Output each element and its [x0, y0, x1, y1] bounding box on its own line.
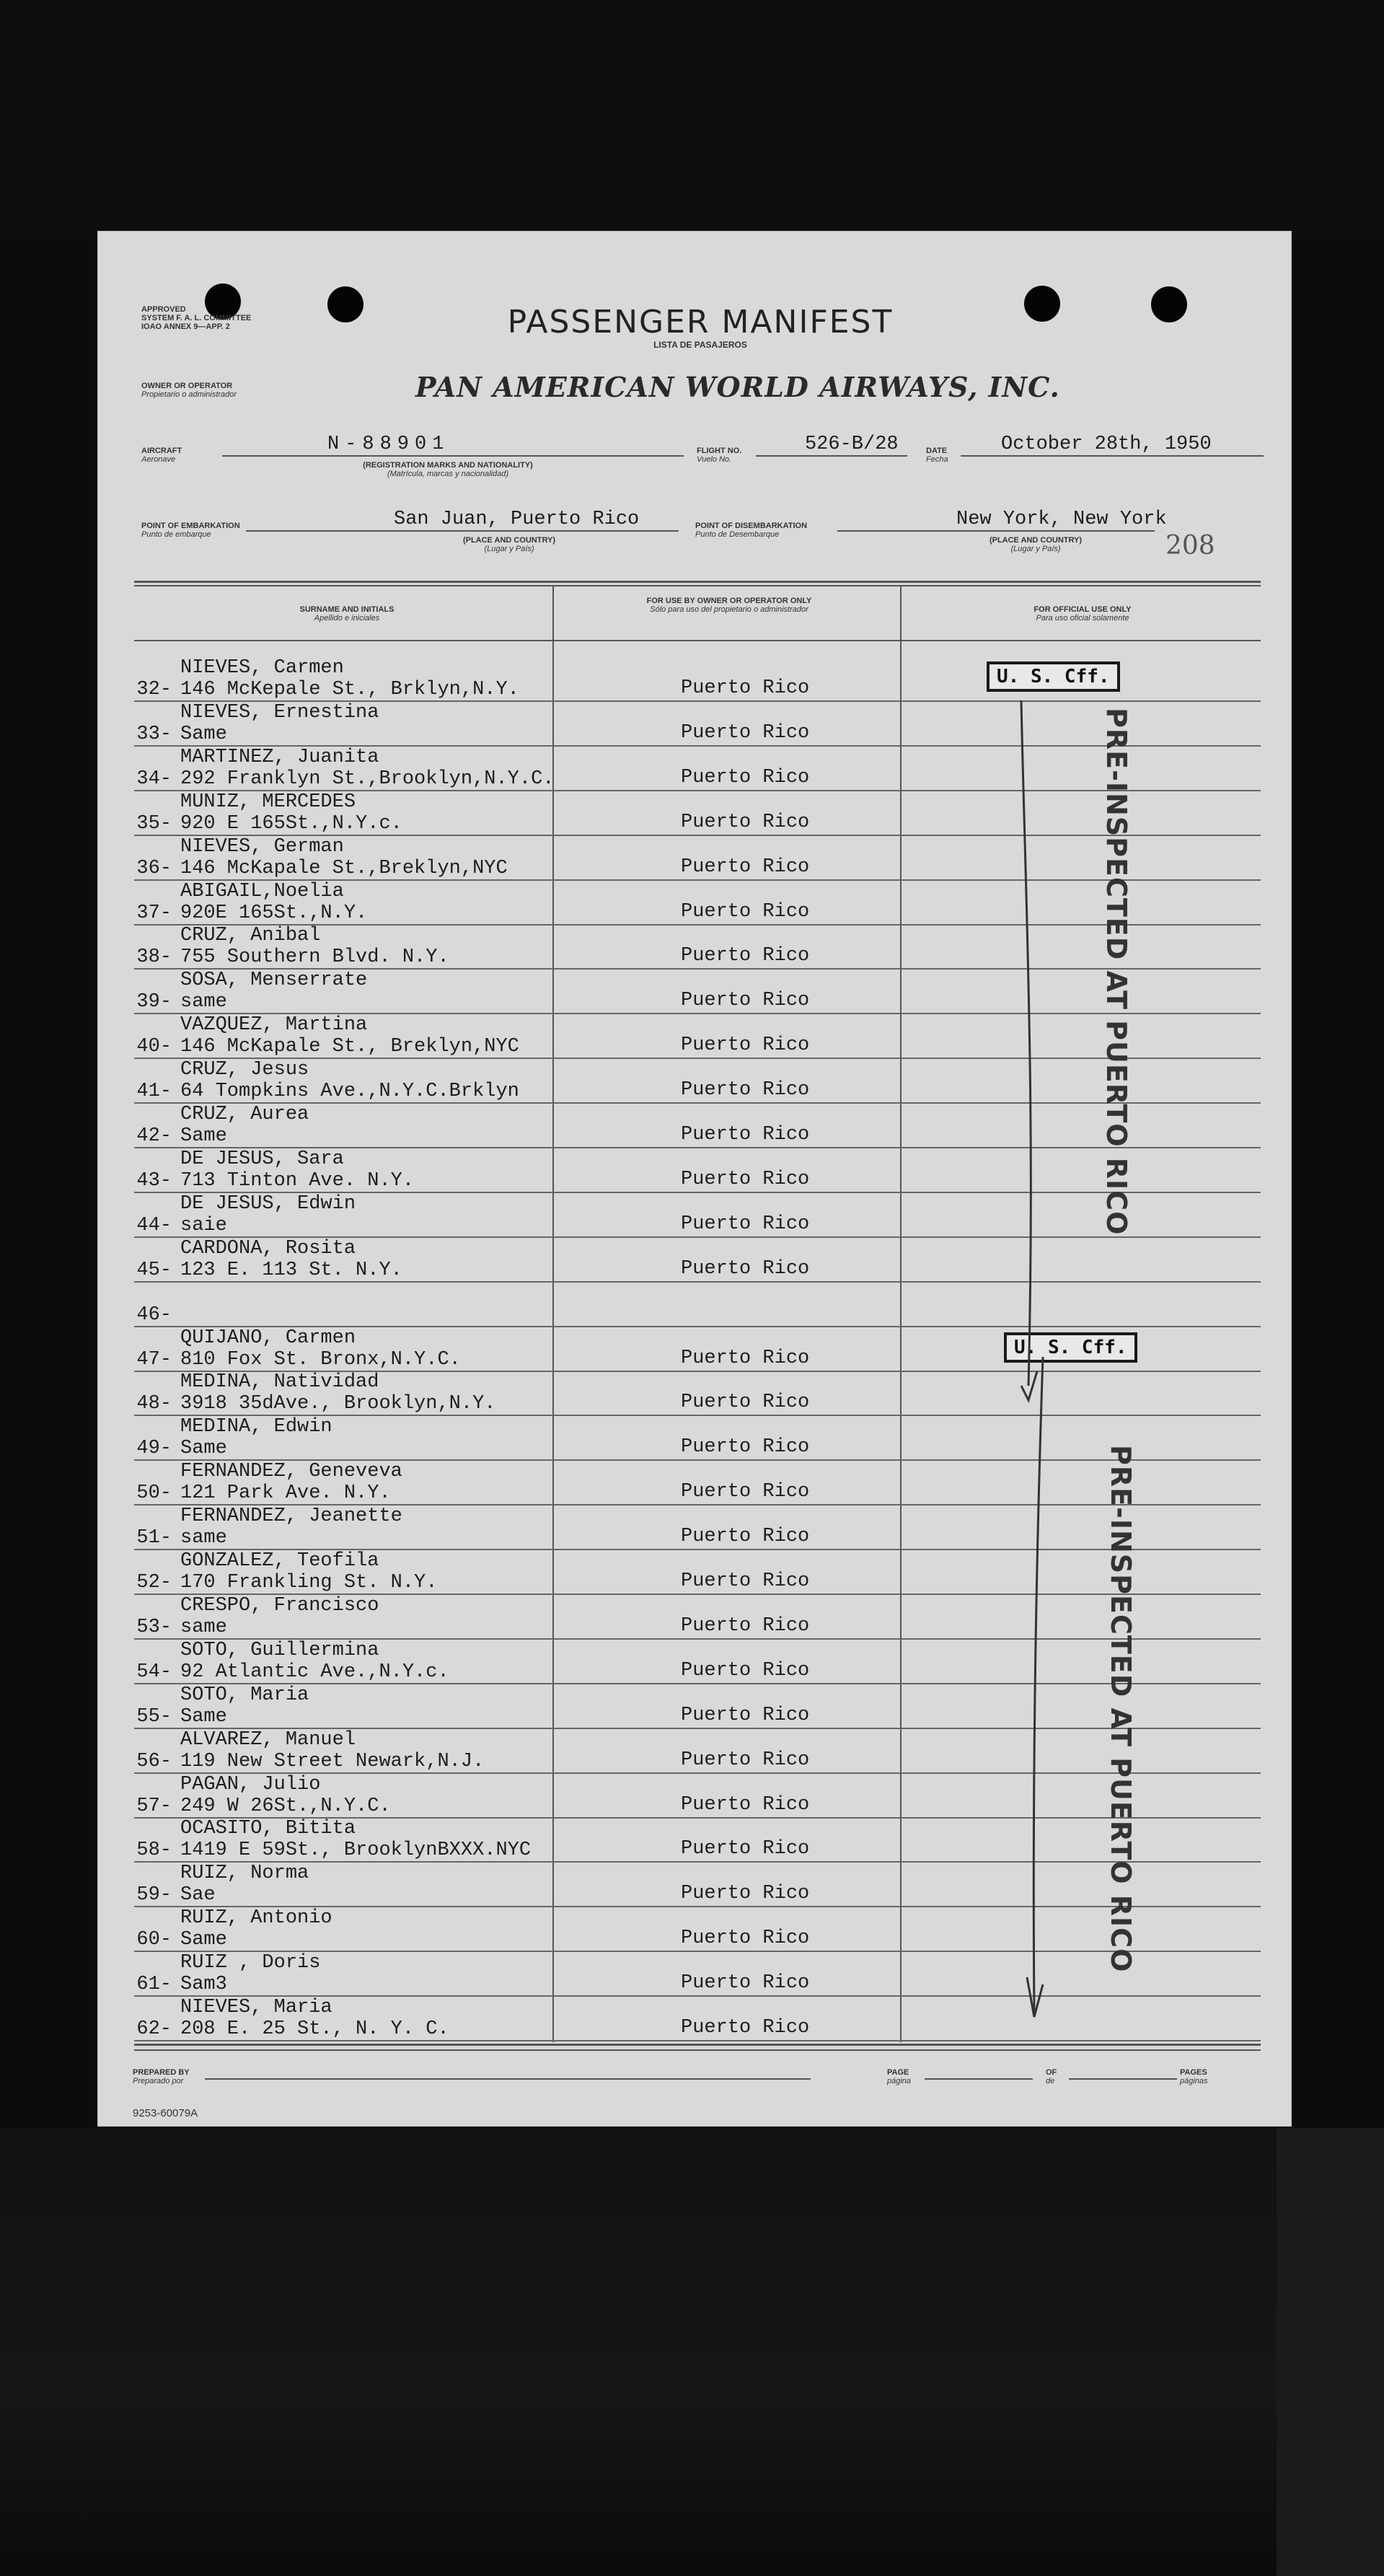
passenger-destination: Puerto Rico	[681, 1794, 810, 1816]
passenger-destination: Puerto Rico	[681, 1705, 810, 1726]
passenger-destination: Puerto Rico	[681, 1169, 810, 1190]
embark-place-note: (PLACE AND COUNTRY) (Lugar y País)	[462, 536, 556, 553]
passenger-address: Same	[180, 1125, 227, 1147]
passenger-destination: Puerto Rico	[681, 990, 810, 1011]
col-header-surname: SURNAME AND INITIALS Apellido e iniciales	[299, 605, 395, 623]
passenger-destination: Puerto Rico	[681, 901, 810, 923]
passenger-name: DE JESUS, Edwin	[180, 1193, 356, 1215]
date-value: October 28th, 1950	[1001, 434, 1212, 455]
passenger-destination: Puerto Rico	[681, 1124, 810, 1146]
approval-line: SYSTEM F. A. L. COMMITTEE	[141, 314, 252, 322]
owner-label: OWNER OR OPERATOR Propietario o administrador	[141, 382, 237, 399]
passenger-name: MUNIZ, MERCEDES	[180, 791, 356, 813]
row-number: 46-	[136, 1304, 172, 1326]
row-number: 61-	[136, 1974, 172, 1995]
passenger-destination: Puerto Rico	[681, 1348, 810, 1369]
passenger-address: saie	[180, 1215, 227, 1236]
row-number: 54-	[136, 1661, 172, 1683]
passenger-address: 64 Tompkins Ave.,N.Y.C.Brklyn	[180, 1081, 519, 1102]
passenger-destination: Puerto Rico	[681, 1660, 810, 1682]
passenger-name: CRESPO, Francisco	[180, 1595, 379, 1617]
passenger-name: NIEVES, Ernestina	[180, 702, 379, 724]
passenger-destination: Puerto Rico	[681, 1213, 810, 1235]
passenger-destination: Puerto Rico	[681, 1034, 810, 1056]
col-header-owner-use: FOR USE BY OWNER OR OPERATOR ONLY Sólo para uso del propietario o administrador	[646, 597, 812, 614]
passenger-destination: Puerto Rico	[681, 812, 810, 833]
passenger-address: Same	[180, 1929, 227, 1951]
passenger-name: SOTO, Guillermina	[180, 1640, 379, 1661]
passenger-name: MARTINEZ, Juanita	[180, 747, 379, 768]
passenger-name: NIEVES, Carmen	[180, 657, 344, 679]
disembark-value: New York, New York	[956, 509, 1167, 530]
row-number: 48-	[136, 1393, 172, 1415]
pre-inspected-vertical-stamp: PRE-INSPECTED AT PUERTO RICO	[1105, 1445, 1137, 1973]
row-number: 37-	[136, 902, 172, 924]
row-number: 58-	[136, 1839, 172, 1861]
approval-line: APPROVED	[141, 305, 186, 314]
inspection-arrow-icon	[992, 664, 1079, 2035]
prepared-by-label: PREPARED BY Preparado por	[133, 2068, 190, 2085]
table-bottom-rule	[134, 2049, 1261, 2051]
passenger-name: RUIZ, Norma	[180, 1863, 309, 1884]
manifest-title: PASSENGER MANIFEST	[507, 304, 894, 340]
passenger-address: Sae	[180, 1884, 216, 1906]
flight-underline	[756, 455, 907, 457]
passenger-destination: Puerto Rico	[681, 1883, 810, 1904]
pages-label: PAGES páginas	[1180, 2068, 1208, 2085]
passenger-address: Sam3	[180, 1974, 227, 1995]
prepared-by-line	[205, 2078, 811, 2080]
passenger-row	[98, 1283, 1292, 1327]
of-line	[1069, 2078, 1177, 2080]
passenger-destination: Puerto Rico	[681, 1079, 810, 1101]
passenger-address: Same	[180, 1438, 227, 1459]
passenger-name: FERNANDEZ, Jeanette	[180, 1505, 402, 1527]
passenger-address: same	[180, 1527, 227, 1549]
passenger-destination: Puerto Rico	[681, 722, 810, 744]
passenger-address: same	[180, 1617, 227, 1638]
row-number: 33-	[136, 724, 172, 745]
disembark-label: POINT OF DISEMBARKATION Punto de Desembarque	[695, 522, 808, 539]
passenger-name: ABIGAIL,Noelia	[180, 881, 344, 902]
passenger-name: CRUZ, Aurea	[180, 1104, 309, 1125]
form-number: 9253-60079A	[133, 2107, 198, 2119]
embark-label: POINT OF EMBARKATION Punto de embarque	[141, 522, 240, 539]
passenger-name: PAGAN, Julio	[180, 1774, 321, 1795]
passenger-destination: Puerto Rico	[681, 1615, 810, 1637]
passenger-row	[98, 1238, 1292, 1283]
passenger-destination: Puerto Rico	[681, 1570, 810, 1592]
row-number: 50-	[136, 1482, 172, 1504]
passenger-address: 146 McKapale St.,Breklyn,NYC	[180, 858, 508, 879]
row-rule	[134, 2040, 1261, 2041]
row-number: 38-	[136, 946, 172, 968]
manifest-page	[97, 231, 1292, 2127]
passenger-name: NIEVES, Maria	[180, 1997, 332, 2018]
row-number: 34-	[136, 768, 172, 790]
passenger-destination: Puerto Rico	[681, 856, 810, 878]
passenger-address: 292 Franklyn St.,Brooklyn,N.Y.C.	[180, 768, 555, 790]
row-number: 40-	[136, 1036, 172, 1058]
row-number: 44-	[136, 1215, 172, 1236]
passenger-destination: Puerto Rico	[681, 2017, 810, 2039]
passenger-name: ALVAREZ, Manuel	[180, 1729, 356, 1751]
passenger-destination: Puerto Rico	[681, 1258, 810, 1280]
passenger-destination: Puerto Rico	[681, 1927, 810, 1949]
passenger-address: 146 McKapale St., Breklyn,NYC	[180, 1036, 519, 1058]
aircraft-underline	[222, 455, 684, 457]
microfilm-top-border	[0, 0, 1384, 238]
row-number: 51-	[136, 1527, 172, 1549]
row-number: 47-	[136, 1349, 172, 1371]
row-number: 57-	[136, 1795, 172, 1817]
row-number: 32-	[136, 679, 172, 700]
passenger-name: GONZALEZ, Teofila	[180, 1550, 379, 1572]
passenger-name: OCASITO, Bitita	[180, 1818, 356, 1839]
row-number: 53-	[136, 1617, 172, 1638]
embark-value: San Juan, Puerto Rico	[394, 509, 640, 530]
passenger-name: CRUZ, Jesus	[180, 1059, 309, 1081]
row-number: 49-	[136, 1438, 172, 1459]
passenger-address: 920E 165St.,N.Y.	[180, 902, 368, 924]
passenger-destination: Puerto Rico	[681, 1526, 810, 1547]
row-number: 39-	[136, 991, 172, 1013]
passenger-address: 810 Fox St. Bronx,N.Y.C.	[180, 1349, 461, 1371]
us-customs-stamp: U. S. Cff.	[1004, 1332, 1137, 1363]
of-label: OF de	[1046, 2068, 1057, 2085]
punch-hole-icon	[1024, 286, 1060, 322]
disembark-place-note: (PLACE AND COUNTRY) (Lugar y País)	[989, 536, 1083, 553]
row-number: 36-	[136, 858, 172, 879]
microfilm-edge-strip	[1277, 2128, 1384, 2576]
us-customs-stamp: U. S. Cff.	[987, 661, 1120, 692]
passenger-name: SOTO, Maria	[180, 1684, 309, 1706]
registration-note: (REGISTRATION MARKS AND NATIONALITY) (Matrícula, marcas y nacionalidad)	[363, 461, 533, 478]
passenger-name: CRUZ, Anibal	[180, 925, 321, 946]
passenger-name: SOSA, Menserrate	[180, 970, 368, 991]
row-number: 43-	[136, 1170, 172, 1192]
approval-block	[141, 305, 251, 331]
passenger-address: Same	[180, 1706, 227, 1728]
passenger-destination: Puerto Rico	[681, 1481, 810, 1503]
passenger-address: 121 Park Ave. N.Y.	[180, 1482, 391, 1504]
passenger-name: MEDINA, Edwin	[180, 1416, 332, 1438]
passenger-destination: Puerto Rico	[681, 1436, 810, 1458]
row-number: 62-	[136, 2018, 172, 2040]
passenger-name: RUIZ, Antonio	[180, 1907, 332, 1929]
passenger-name: VAZQUEZ, Martina	[180, 1014, 368, 1036]
passenger-name: CARDONA, Rosita	[180, 1238, 356, 1260]
col-header-official-use: FOR OFFICIAL USE ONLY Para uso oficial solamente	[1033, 605, 1132, 623]
row-number: 59-	[136, 1884, 172, 1906]
passenger-name: DE JESUS, Sara	[180, 1148, 344, 1170]
passenger-destination: Puerto Rico	[681, 1392, 810, 1413]
passenger-row	[98, 1371, 1292, 1416]
punch-hole-icon	[327, 286, 363, 322]
row-number: 52-	[136, 1572, 172, 1593]
passenger-destination: Puerto Rico	[681, 1749, 810, 1771]
passenger-row	[98, 1997, 1292, 2041]
passenger-address: same	[180, 991, 227, 1013]
passenger-name: MEDINA, Natividad	[180, 1371, 379, 1393]
aircraft-label: AIRCRAFT Aeronave	[141, 447, 182, 464]
row-number: 42-	[136, 1125, 172, 1147]
owner-value: PAN AMERICAN WORLD AIRWAYS, INC.	[415, 371, 1060, 403]
row-number: 45-	[136, 1260, 172, 1281]
passenger-address: 208 E. 25 St., N. Y. C.	[180, 2018, 449, 2040]
passenger-name: NIEVES, German	[180, 836, 344, 858]
page-line	[925, 2078, 1033, 2080]
passenger-address: 123 E. 113 St. N.Y.	[180, 1260, 402, 1281]
manifest-subtitle: LISTA DE PASAJEROS	[653, 340, 747, 350]
passenger-destination: Puerto Rico	[681, 945, 810, 967]
header-separator	[134, 640, 1261, 641]
row-number: 56-	[136, 1751, 172, 1772]
passenger-name: RUIZ , Doris	[180, 1952, 321, 1974]
table-bottom-rule	[134, 2044, 1261, 2046]
passenger-name: QUIJANO, Carmen	[180, 1327, 356, 1349]
passenger-destination: Puerto Rico	[681, 1972, 810, 1994]
passenger-address: 92 Atlantic Ave.,N.Y.c.	[180, 1661, 449, 1683]
embark-underline	[246, 530, 679, 532]
passenger-address: 119 New Street Newark,N.J.	[180, 1751, 485, 1772]
date-underline	[961, 455, 1264, 457]
approval-line: IOAO ANNEX 9—APP. 2	[141, 322, 230, 331]
passenger-address: Same	[180, 724, 227, 745]
date-label: DATE Fecha	[926, 447, 948, 464]
passenger-address: 146 McKepale St., Brklyn,N.Y.	[180, 679, 519, 700]
passenger-name: FERNANDEZ, Geneveva	[180, 1461, 402, 1482]
flight-label: FLIGHT NO. Vuelo No.	[697, 447, 742, 464]
table-top-rule	[134, 585, 1261, 586]
microfilm-bottom-border	[0, 2128, 1384, 2576]
table-top-rule	[134, 581, 1261, 583]
row-number: 41-	[136, 1081, 172, 1102]
disembark-underline	[837, 530, 1155, 532]
row-number: 55-	[136, 1706, 172, 1728]
passenger-address: 249 W 26St.,N.Y.C.	[180, 1795, 391, 1817]
passenger-address: 755 Southern Blvd. N.Y.	[180, 946, 449, 968]
aircraft-value: N-88901	[327, 434, 450, 455]
passenger-address: 920 E 165St.,N.Y.c.	[180, 813, 402, 835]
page-label: PAGE página	[887, 2068, 912, 2085]
passenger-destination: Puerto Rico	[681, 767, 810, 788]
row-number: 60-	[136, 1929, 172, 1951]
passenger-address: 1419 E 59St., BrooklynBXXX.NYC	[180, 1839, 532, 1861]
passenger-address: 713 Tinton Ave. N.Y.	[180, 1170, 415, 1192]
page-stamp-number: 208	[1165, 531, 1215, 561]
passenger-destination: Puerto Rico	[681, 1838, 810, 1860]
passenger-destination: Puerto Rico	[681, 677, 810, 699]
pre-inspected-vertical-stamp: PRE-INSPECTED AT PUERTO RICO	[1101, 708, 1132, 1236]
passenger-address: 170 Frankling St. N.Y.	[180, 1572, 438, 1593]
passenger-address: 3918 35dAve., Brooklyn,N.Y.	[180, 1393, 496, 1415]
flight-value: 526-B/28	[805, 434, 899, 455]
punch-hole-icon	[1151, 286, 1187, 322]
row-number: 35-	[136, 813, 172, 835]
